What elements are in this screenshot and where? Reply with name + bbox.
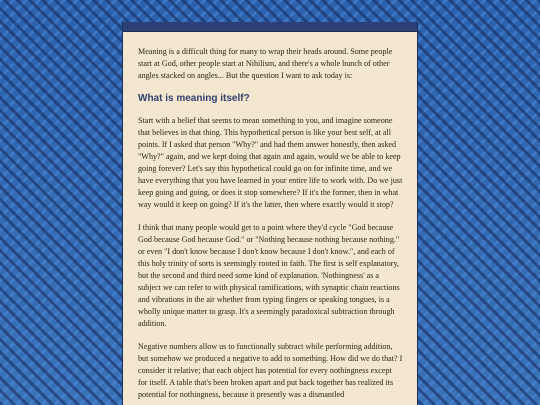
page-header-bar <box>123 22 417 32</box>
intro-paragraph: Meaning is a difficult thing for many to wrap their heads around. Some people start at God, other people start at Nihilism, and there's a whole bunch of other angles stacked on angles... But the question I want to ask today is: <box>138 47 393 80</box>
body-paragraph-2: I think that many people would get to a point where they'd cycle "God because God because God because God." or "Nothing because nothing because nothing." or even "I don't know because I don't know because I don't know.", and each of this holy trinity of sorts is seemingly rooted in faith. The first is self explanatory, but the second and third need some kind of explanation. 'Nothingness' as a subject we can refer to with physical ramifications, with synaptic chain reactions and vibrations in the air whether from typing fingers or speaking tongues, is a wholly unique matter to grasp. It's a seemingly paradoxical subtraction through addition. <box>138 223 400 328</box>
body-paragraph-1: Start with a belief that seems to mean something to you, and imagine someone that believes in that thing. This hypothetical person is like your best self, at all points. If I asked that person "Why?" and had them answer honestly, then asked "Why?" again, and we kept doing that again and again, would we be able to keep going forever? Let's say this hypothetical could go on for infinite time, and we have everything that you have learned in your entire life to work with. Do we just keep going and going, or does it stop somewhere? If it's the former, then in what way would it keep on going? If it's the latter, then where exactly would it stop? <box>138 116 403 209</box>
article-body <box>123 32 417 401</box>
content-page <box>122 22 418 405</box>
body-paragraph-3: Negative numbers allow us to functionally subtract while performing addition, but somehow we produced a negative to add to something. How did we do that? I consider it relative; that each object has potential for every nothingness except for itself. A table that's been broken apart and put back together has realized its potential for nothingness, because it presently was a dismantled <box>138 342 403 399</box>
section-heading: What is meaning itself? <box>138 93 250 104</box>
